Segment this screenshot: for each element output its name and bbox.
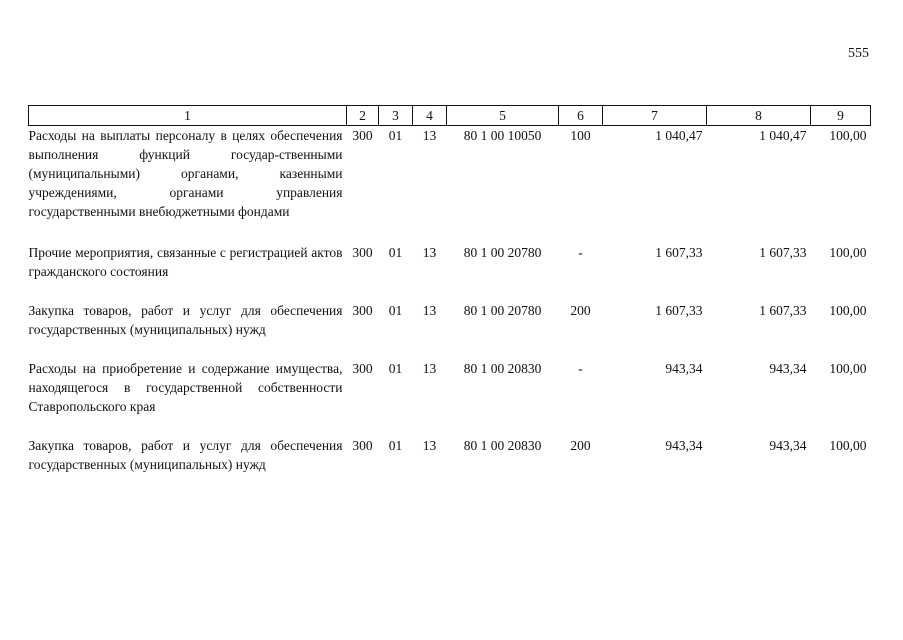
- cell-code: 300: [352, 438, 373, 453]
- table-row: [29, 243, 871, 301]
- expense-name: Закупка товаров, работ и услуг для обеспечения государственных (муниципальных) нужд: [28, 303, 343, 337]
- cell-subsection: 13: [422, 303, 437, 318]
- budget-table: [28, 105, 871, 476]
- cell-code: 300: [352, 361, 373, 376]
- table-row: [29, 359, 871, 436]
- expense-name: Расходы на приобретение и содержание имущества, находящегося в государственной собственности Ставропольского края: [28, 361, 343, 414]
- cell-target-article: 80 1 00 20780: [463, 245, 542, 260]
- cell-amount-executed: 943,34: [769, 361, 807, 376]
- cell-amount-planned: 1 607,33: [655, 245, 703, 260]
- cell-percent: 100,00: [829, 245, 867, 260]
- cell-amount-executed: 1 607,33: [759, 245, 807, 260]
- cell-percent: 100,00: [829, 361, 867, 376]
- cell-target-article: 80 1 00 20830: [463, 361, 542, 376]
- cell-code: 300: [352, 128, 373, 143]
- column-header: 4: [413, 106, 447, 126]
- cell-amount-executed: 943,34: [769, 438, 807, 453]
- cell-target-article: 80 1 00 20780: [463, 303, 542, 318]
- cell-section: 01: [388, 438, 403, 453]
- cell-section: 01: [388, 361, 403, 376]
- cell-amount-planned: 1 607,33: [655, 303, 703, 318]
- column-header: 6: [559, 106, 603, 126]
- cell-code: 300: [352, 303, 373, 318]
- cell-amount-planned: 1 040,47: [655, 128, 703, 143]
- table-row: [29, 436, 871, 476]
- cell-expense-type: 200: [570, 303, 591, 318]
- cell-subsection: 13: [422, 245, 437, 260]
- cell-amount-planned: 943,34: [665, 438, 703, 453]
- cell-percent: 100,00: [829, 128, 867, 143]
- cell-subsection: 13: [422, 438, 437, 453]
- cell-target-article: 80 1 00 20830: [463, 438, 542, 453]
- column-number-header: [29, 106, 871, 126]
- cell-subsection: 13: [422, 128, 437, 143]
- cell-expense-type: -: [578, 245, 583, 260]
- cell-section: 01: [388, 245, 403, 260]
- page-number: 555: [848, 46, 869, 61]
- cell-subsection: 13: [422, 361, 437, 376]
- expense-name: Закупка товаров, работ и услуг для обеспечения государственных (муниципальных) нужд: [28, 438, 343, 472]
- cell-amount-executed: 1 040,47: [759, 128, 807, 143]
- cell-percent: 100,00: [829, 438, 867, 453]
- cell-section: 01: [388, 128, 403, 143]
- cell-amount-planned: 943,34: [665, 361, 703, 376]
- column-header: 8: [707, 106, 811, 126]
- cell-expense-type: 100: [570, 128, 591, 143]
- table-row: [29, 301, 871, 359]
- column-header: 9: [811, 106, 871, 126]
- table-row: [29, 126, 871, 244]
- cell-expense-type: 200: [570, 438, 591, 453]
- column-header: 1: [29, 106, 347, 126]
- expense-name: Расходы на выплаты персоналу в целях обеспечения выполнения функций государ-ственными (муниципальными) органами, казенными учреждениями, органами управления государственными внебюджетными фондами: [28, 128, 343, 219]
- cell-expense-type: -: [578, 361, 583, 376]
- cell-section: 01: [388, 303, 403, 318]
- column-header: 2: [347, 106, 379, 126]
- column-header: 7: [603, 106, 707, 126]
- column-header: 5: [447, 106, 559, 126]
- cell-target-article: 80 1 00 10050: [463, 128, 542, 143]
- cell-code: 300: [352, 245, 373, 260]
- cell-percent: 100,00: [829, 303, 867, 318]
- cell-amount-executed: 1 607,33: [759, 303, 807, 318]
- expense-name: Прочие мероприятия, связанные с регистрацией актов гражданского состояния: [28, 245, 343, 279]
- column-header: 3: [379, 106, 413, 126]
